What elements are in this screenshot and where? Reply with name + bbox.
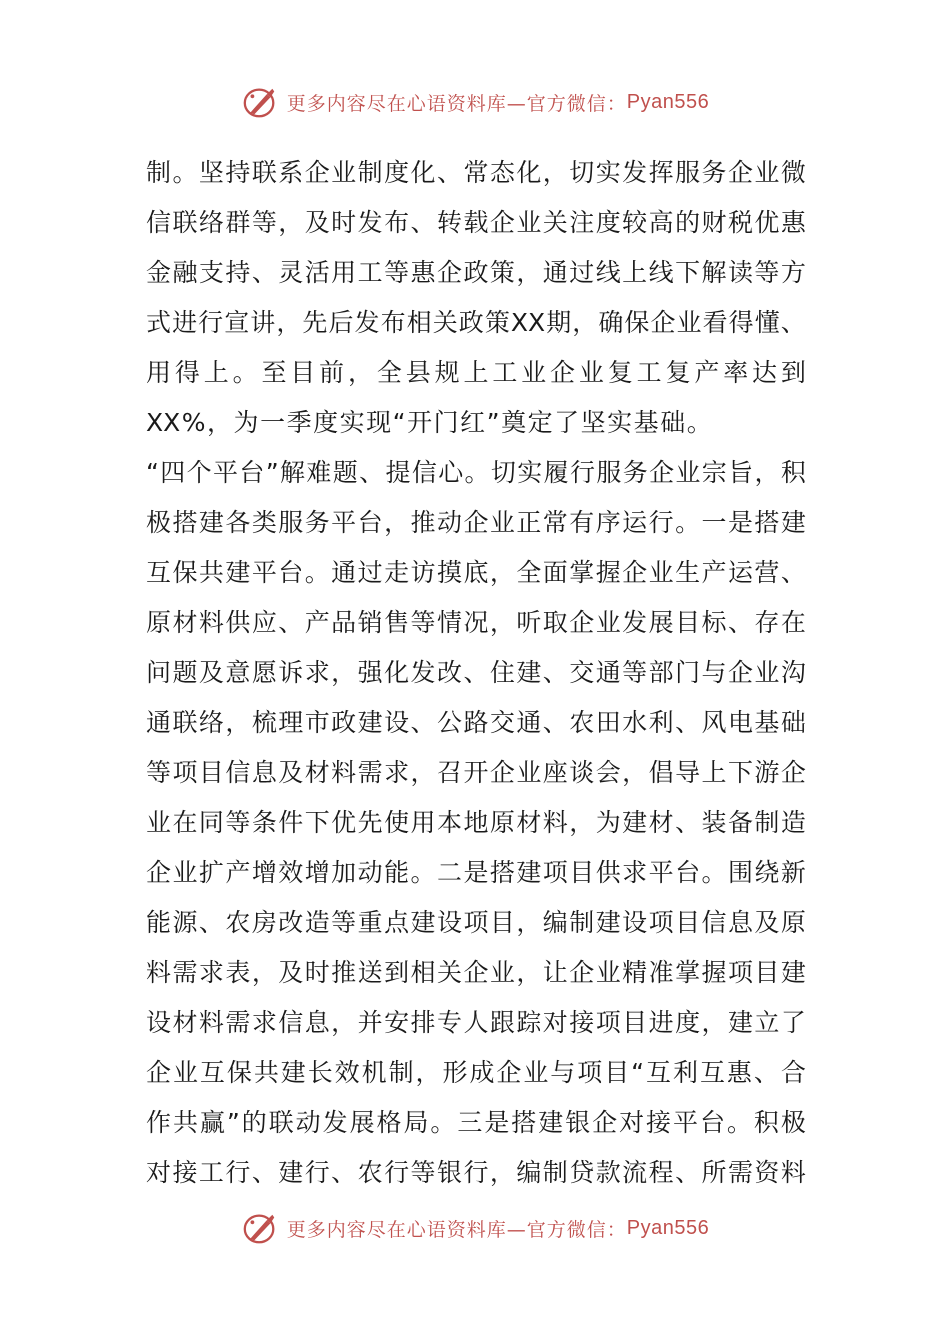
- text-line: “ 四 个 平 台 ” 解 难 题 、 提 信 心 。 切 实 履 行 服 务 企 业 宗 旨 ， 积: [146, 458, 806, 487]
- header-watermark-banner: [0, 82, 950, 122]
- document-body: [146, 148, 806, 1198]
- text-line: 信 联 络 群 等 ， 及 时 发 布 、 转 载 企 业 关 注 度 较 高 的 财 税 优 惠: [146, 208, 806, 237]
- footer-banner-text: 更多内容尽在心语资料库—官方微信：: [286, 1218, 627, 1241]
- footer-watermark-banner: [0, 1208, 950, 1248]
- text-line: 制 。 坚 持 联 系 企 业 制 度 化 、 常 态 化 ， 切 实 发 挥 服 务 企 业 微: [146, 158, 806, 187]
- text-line: 金 融 支 持 、 灵 活 用 工 等 惠 企 政 策 ， 通 过 线 上 线 下 解 读 等 方: [146, 258, 806, 287]
- header-wechat-id: Pyan556: [626, 90, 710, 113]
- text-line: 原 材 料 供 应 、 产 品 销 售 等 情 况 ， 听 取 企 业 发 展 目 标 、 存 在: [146, 608, 806, 637]
- text-line: 设 材 料 需 求 信 息 ， 并 安 排 专 人 跟 踪 对 接 项 目 进 度 ， 建 立 了: [146, 1008, 806, 1037]
- pen-nib-logo-icon: [241, 1209, 279, 1247]
- footer-wechat-id: Pyan556: [626, 1216, 710, 1239]
- text-line: 问 题 及 意 愿 诉 求 ， 强 化 发 改 、 住 建 、 交 通 等 部 门 与 企 业 沟: [146, 658, 806, 687]
- text-line: 对 接 工 行 、 建 行 、 农 行 等 银 行 ， 编 制 贷 款 流 程 、 所 需 资 料: [146, 1158, 806, 1187]
- text-line: 互 保 共 建 平 台 。 通 过 走 访 摸 底 ， 全 面 掌 握 企 业 生 产 运 营 、: [146, 558, 806, 587]
- text-line: 料 需 求 表 ， 及 时 推 送 到 相 关 企 业 ， 让 企 业 精 准 掌 握 项 目 建: [146, 958, 806, 987]
- text-line: 极 搭 建 各 类 服 务 平 台 ， 推 动 企 业 正 常 有 序 运 行 。 一 是 搭 建: [146, 508, 806, 537]
- text-line: 企 业 互 保 共 建 长 效 机 制 ， 形 成 企 业 与 项 目 “ 互 利 互 惠 、 合: [146, 1058, 806, 1087]
- text-line: 式 进 行 宣 讲 ， 先 后 发 布 相 关 政 策 XX 期 ， 确 保 企 业 看 得 懂 、: [146, 308, 806, 337]
- text-line: 业 在 同 等 条 件 下 优 先 使 用 本 地 原 材 料 ， 为 建 材 、 装 备 制 造: [146, 808, 806, 837]
- text-line: XX % ， 为 一 季 度 实 现 “ 开 门 红 ” 奠 定 了 坚 实 基 础 。: [146, 408, 712, 437]
- text-line: 通 联 络 ， 梳 理 市 政 建 设 、 公 路 交 通 、 农 田 水 利 、 风 电 基 础: [146, 708, 806, 737]
- text-line: 作 共 赢 ” 的 联 动 发 展 格 局 。 三 是 搭 建 银 企 对 接 平 台 。 积 极: [146, 1108, 806, 1137]
- text-line: 等 项 目 信 息 及 材 料 需 求 ， 召 开 企 业 座 谈 会 ， 倡 导 上 下 游 企: [146, 758, 806, 787]
- text-line: 企 业 扩 产 增 效 增 加 动 能 。 二 是 搭 建 项 目 供 求 平 台 。 围 绕 新: [146, 858, 806, 887]
- header-banner-text: 更多内容尽在心语资料库—官方微信：: [286, 92, 627, 115]
- text-line: 能 源 、 农 房 改 造 等 重 点 建 设 项 目 ， 编 制 建 设 项 目 信 息 及 原: [146, 908, 806, 937]
- pen-nib-logo-icon: [241, 83, 279, 121]
- text-line: 用 得 上 。 至 目 前 ， 全 县 规 上 工 业 企 业 复 工 复 产 率 达 到: [146, 358, 806, 387]
